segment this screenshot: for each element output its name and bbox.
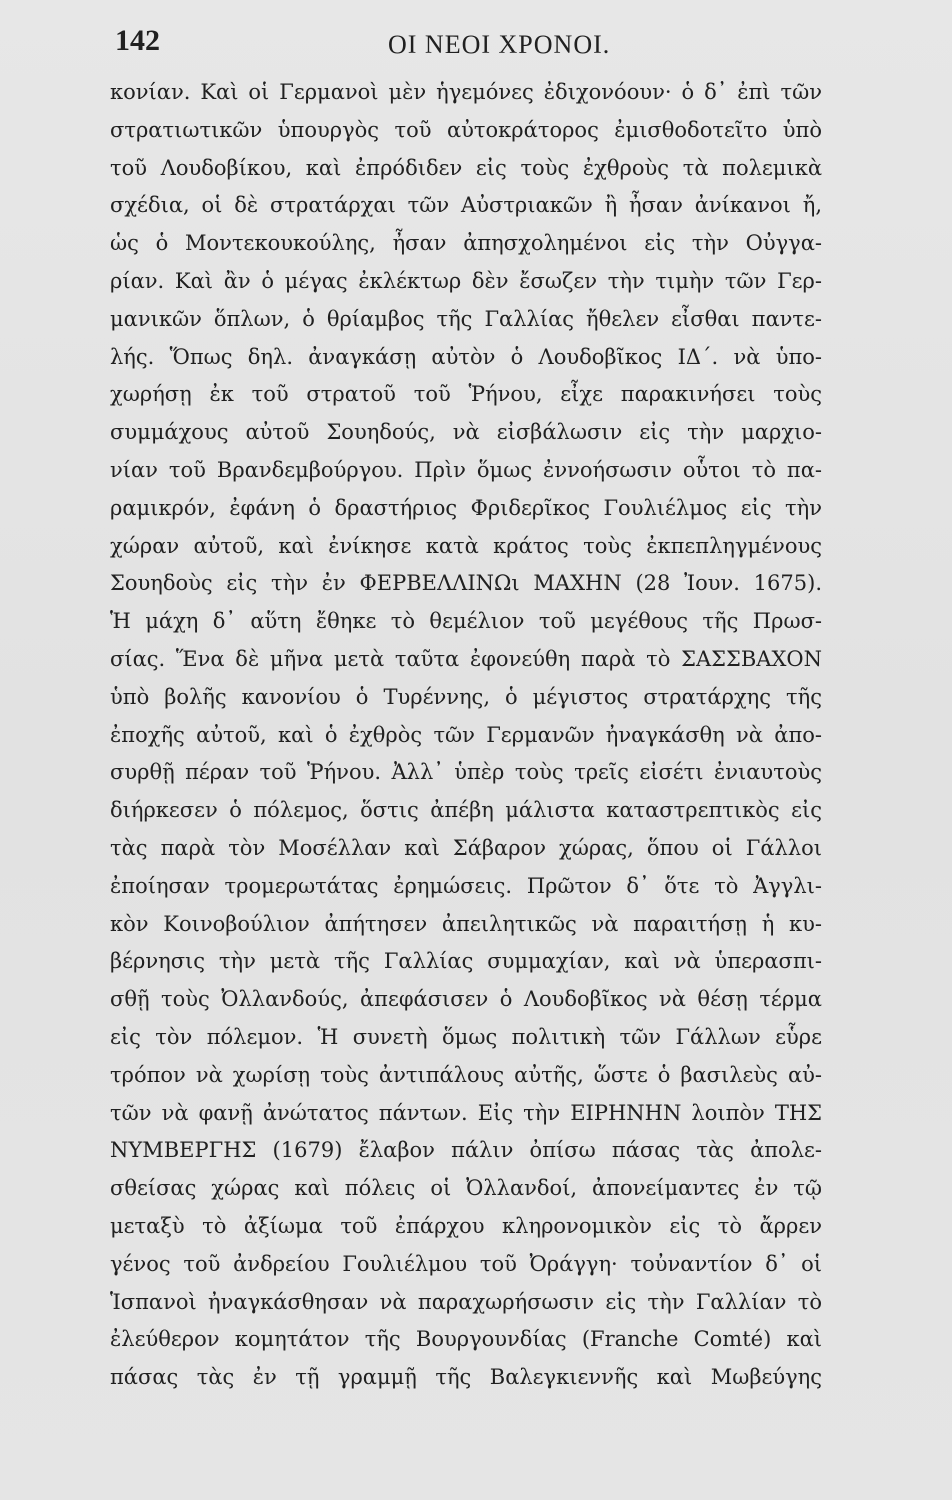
- page-number: 142: [115, 24, 160, 57]
- text-line: κονίαν. Καὶ οἱ Γερμανοὶ μὲν ἡγεμόνες ἐδιχονόουν· ὁ δ᾽ ἐπὶ τῶν: [110, 80, 822, 104]
- text-line: σθῇ τοὺς Ὀλλανδούς, ἀπεφάσισεν ὁ Λουδοβῖκος νὰ θέσῃ τέρμα: [110, 987, 822, 1012]
- text-line: νίαν τοῦ Βρανδεμβούργου. Πρὶν ὅμως ἐννοήσωσιν οὗτοι τὸ πα-: [110, 457, 822, 482]
- text-line: τρόπον νὰ χωρίσῃ τοὺς ἀντιπάλους αὐτῆς, ὥστε ὁ βασιλεὺς αὐ-: [110, 1062, 822, 1087]
- text-line: ΝΥΜΒΕΡΓΗΣ (1679) ἔλαβον πάλιν ὀπίσω πάσας τὰς ἀπολε-: [110, 1138, 822, 1163]
- text-line: λής. Ὅπως δηλ. ἀναγκάσῃ αὐτὸν ὁ Λουδοβῖκος ΙΔ΄. νὰ ὑπο-: [110, 344, 822, 369]
- text-line: χώραν αὐτοῦ, καὶ ἐνίκησε κατὰ κράτος τοὺς ἐκπεπληγμένους: [110, 533, 822, 558]
- text-line: σίας. Ἕνα δὲ μῆνα μετὰ ταῦτα ἐφονεύθη παρὰ τὸ ΣΑΣΣΒΑΧΟΝ: [110, 646, 822, 671]
- text-line: κὸν Κοινοβούλιον ἀπήτησεν ἀπειλητικῶς νὰ παραιτήσῃ ἡ κυ-: [110, 911, 822, 936]
- text-line: ἐποχῆς αὐτοῦ, καὶ ὁ ἐχθρὸς τῶν Γερμανῶν ἠναγκάσθη νὰ ἀπο-: [110, 722, 822, 747]
- text-line: χωρήσῃ ἐκ τοῦ στρατοῦ τοῦ Ῥήνου, εἶχε παρακινήσει τοὺς: [110, 382, 822, 407]
- text-line: ὡς ὁ Μοντεκουκούλης, ἦσαν ἀπησχολημένοι εἰς τὴν Οὐγγα-: [110, 231, 822, 256]
- text-line: γένος τοῦ ἀνδρείου Γουλιέλμου τοῦ Ὀράγγη· τοὐναντίον δ᾽ οἱ: [110, 1251, 822, 1276]
- text-line: σθείσας χώρας καὶ πόλεις οἱ Ὀλλανδοί, ἀπονείμαντες ἐν τῷ: [110, 1176, 822, 1201]
- body-text: [110, 74, 822, 1397]
- text-line: τῶν νὰ φανῇ ἀνώτατος πάντων. Εἰς τὴν ΕΙΡΗΝΗΝ λοιπὸν ΤΗΣ: [110, 1100, 822, 1125]
- running-title: ΟΙ ΝΕΟΙ ΧΡΟΝΟΙ.: [388, 30, 611, 59]
- text-line: ρίαν. Καὶ ἂν ὁ μέγας ἐκλέκτωρ δὲν ἔσωζεν τὴν τιμὴν τῶν Γερ-: [110, 268, 822, 293]
- text-line: Σουηδοὺς εἰς τὴν ἐν ΦΕΡΒΕΛΛΙΝΩι ΜΑΧΗΝ (28 Ἰουν. 1675).: [110, 571, 822, 596]
- text-line: ἐποίησαν τρομερωτάτας ἐρημώσεις. Πρῶτον δ᾽ ὅτε τὸ Ἀγγλι-: [110, 873, 822, 898]
- text-line: μεταξὺ τὸ ἀξίωμα τοῦ ἐπάρχου κληρονομικὸν εἰς τὸ ἄρρεν: [110, 1213, 822, 1238]
- text-line: στρατιωτικῶν ὑπουργὸς τοῦ αὐτοκράτορος ἐμισθοδοτεῖτο ὑπὸ: [110, 117, 822, 142]
- text-line: βέρνησις τὴν μετὰ τῆς Γαλλίας συμμαχίαν, καὶ νὰ ὑπερασπι-: [110, 949, 822, 974]
- page-header: [0, 24, 952, 64]
- text-line: ἐλεύθερον κομητάτον τῆς Βουργουνδίας (Franche Comté) καὶ: [110, 1327, 822, 1352]
- text-line: εἰς τὸν πόλεμον. Ἡ συνετὴ ὅμως πολιτικὴ τῶν Γάλλων εὗρε: [110, 1024, 822, 1049]
- text-line: πάσας τὰς ἐν τῇ γραμμῇ τῆς Βαλεγκιεννῆς καὶ Μωβεύγης: [110, 1365, 822, 1390]
- text-line: τὰς παρὰ τὸν Μοσέλλαν καὶ Σάβαρον χώρας, ὅπου οἱ Γάλλοι: [110, 835, 822, 860]
- text-line: τοῦ Λουδοβίκου, καὶ ἐπρόδιδεν εἰς τοὺς ἐχθροὺς τὰ πολεμικὰ: [110, 155, 822, 180]
- text-line: ὑπὸ βολῆς κανονίου ὁ Τυρέννης, ὁ μέγιστος στρατάρχης τῆς: [110, 684, 822, 709]
- text-line: ραμικρόν, ἐφάνη ὁ δραστήριος Φριδερῖκος Γουλιέλμος εἰς τὴν: [110, 495, 822, 520]
- text-line: μανικῶν ὅπλων, ὁ θρίαμβος τῆς Γαλλίας ἤθελεν εἶσθαι παντε-: [110, 306, 822, 331]
- text-line: Ἡ μάχη δ᾽ αὕτη ἔθηκε τὸ θεμέλιον τοῦ μεγέθους τῆς Πρωσ-: [110, 609, 822, 634]
- text-line: συμμάχους αὐτοῦ Σουηδούς, νὰ εἰσβάλωσιν εἰς τὴν μαρχιο-: [110, 420, 822, 445]
- text-line: Ἱσπανοὶ ἠναγκάσθησαν νὰ παραχωρήσωσιν εἰς τὴν Γαλλίαν τὸ: [110, 1289, 822, 1314]
- text-line: διήρκεσεν ὁ πόλεμος, ὅστις ἀπέβη μάλιστα καταστρεπτικὸς εἰς: [110, 798, 822, 823]
- text-line: συρθῇ πέραν τοῦ Ῥήνου. Ἀλλ᾽ ὑπὲρ τοὺς τρεῖς εἰσέτι ἐνιαυτοὺς: [110, 760, 822, 785]
- text-line: σχέδια, οἱ δὲ στρατάρχαι τῶν Αὐστριακῶν ἢ ἦσαν ἀνίκανοι ἤ,: [110, 193, 822, 218]
